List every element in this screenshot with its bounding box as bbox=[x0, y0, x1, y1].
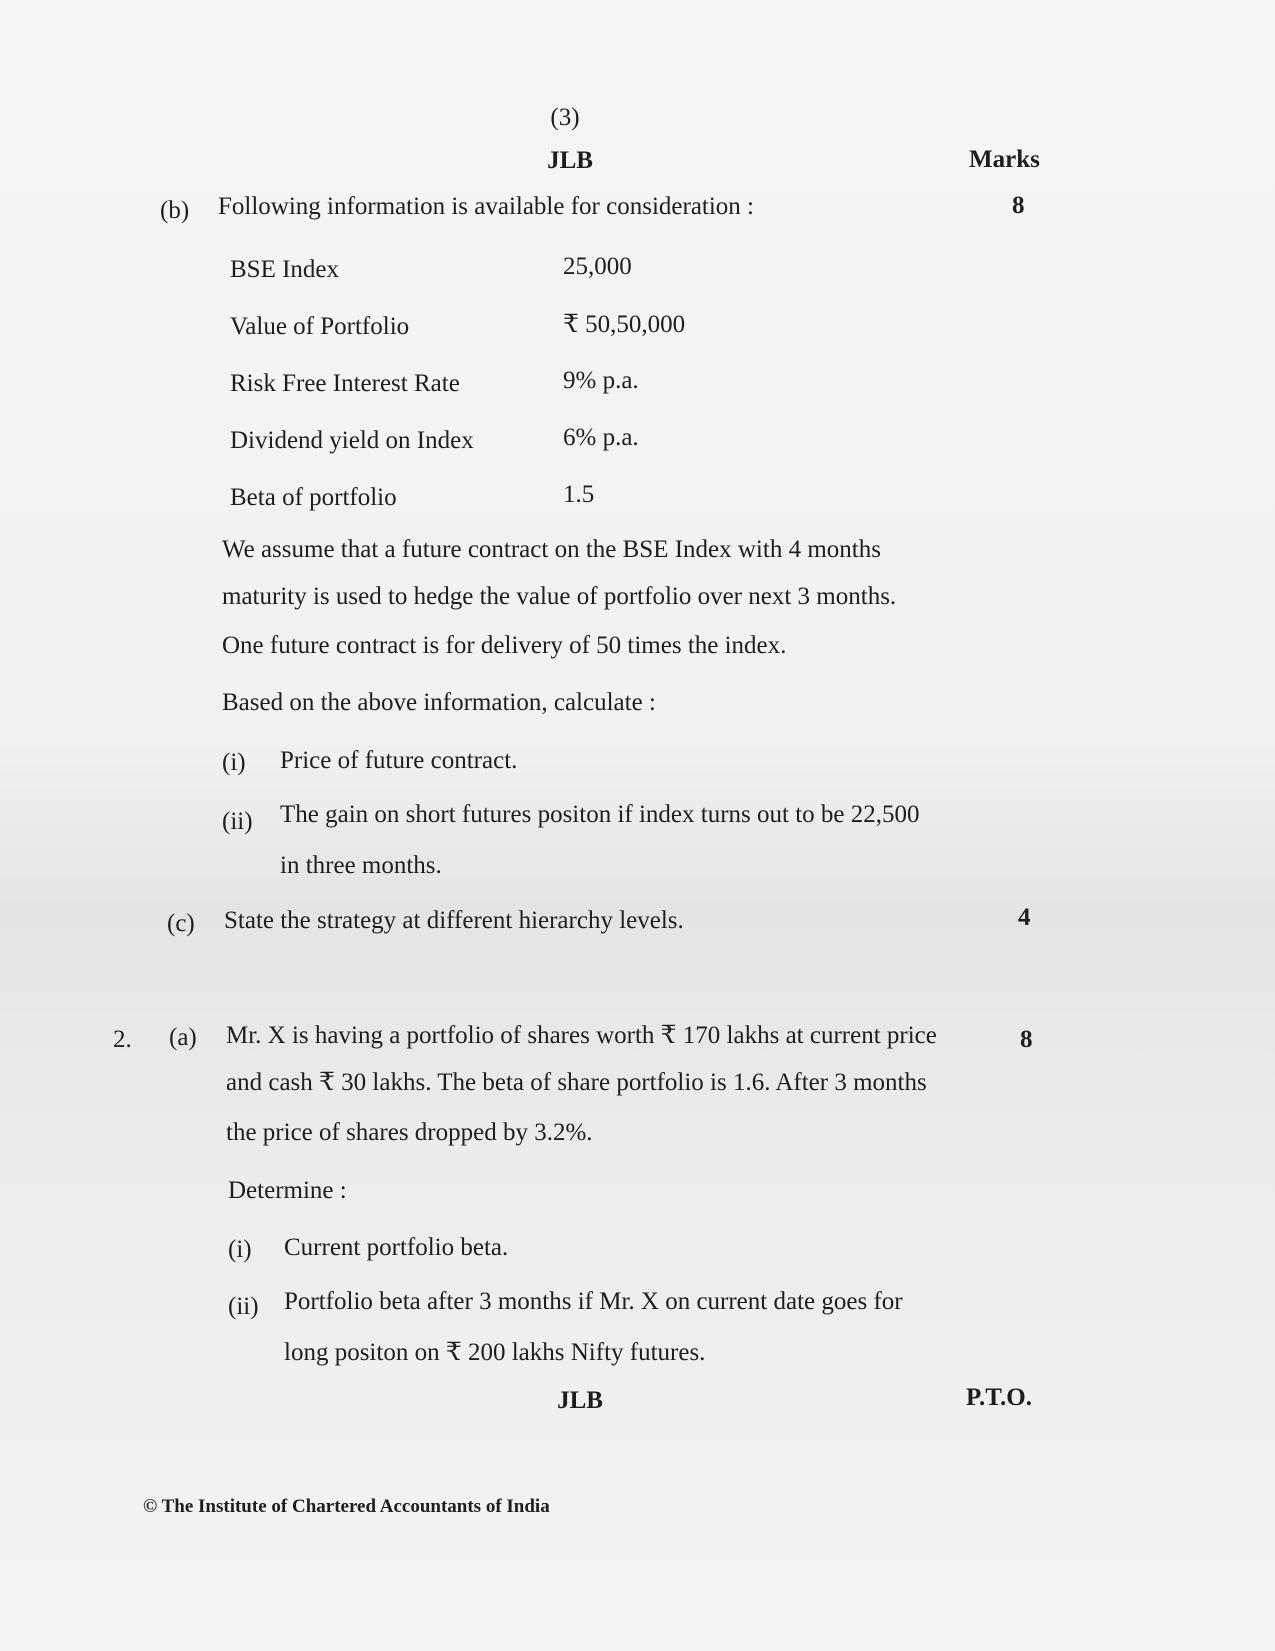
q2a-marks: 8 bbox=[1020, 1026, 1033, 1053]
paragraph-line: One future contract is for delivery of 50 times the index. bbox=[222, 632, 787, 659]
paragraph-line: Mr. X is having a portfolio of shares worth ₹ 170 lakhs at current price bbox=[226, 1022, 937, 1049]
q1c-marks: 4 bbox=[1018, 904, 1031, 931]
footer-code: JLB bbox=[557, 1387, 603, 1414]
sub-item-number: (ii) bbox=[222, 808, 253, 835]
q1b-intro: Following information is available for consideration : bbox=[218, 193, 754, 220]
q1b-label: (b) bbox=[160, 197, 190, 224]
sub-item-text: Price of future contract. bbox=[280, 747, 518, 774]
paragraph-line: and cash ₹ 30 lakhs. The beta of share portfolio is 1.6. After 3 months bbox=[226, 1069, 927, 1096]
table-value: 1.5 bbox=[563, 481, 595, 508]
table-label: Beta of portfolio bbox=[230, 484, 397, 511]
paragraph-line: We assume that a future contract on the BSE Index with 4 months bbox=[222, 536, 881, 563]
q1b-marks: 8 bbox=[1012, 192, 1025, 219]
table-label: BSE Index bbox=[230, 256, 340, 283]
q2-number: 2. bbox=[113, 1026, 132, 1053]
q1c-label: (c) bbox=[167, 910, 195, 937]
q1c-text: State the strategy at different hierarchy levels. bbox=[224, 907, 684, 934]
table-value: 25,000 bbox=[563, 253, 632, 280]
sub-item-number: (i) bbox=[222, 749, 246, 776]
table-label: Risk Free Interest Rate bbox=[230, 370, 460, 397]
page-number: (3) bbox=[550, 104, 580, 131]
sub-item-number: (i) bbox=[228, 1236, 252, 1263]
q1b-calc-intro: Based on the above information, calculate : bbox=[222, 689, 656, 716]
table-label: Dividend yield on Index bbox=[230, 427, 474, 454]
marks-heading: Marks bbox=[969, 146, 1040, 173]
paper-code: JLB bbox=[547, 147, 593, 174]
q2a-label: (a) bbox=[169, 1024, 197, 1051]
copyright-notice: © The Institute of Chartered Accountants of India bbox=[143, 1496, 550, 1517]
paragraph-line: maturity is used to hedge the value of portfolio over next 3 months. bbox=[222, 583, 897, 610]
sub-item-text: The gain on short futures positon if index turns out to be 22,500 bbox=[280, 801, 920, 828]
sub-item-text: long positon on ₹ 200 lakhs Nifty futures. bbox=[284, 1339, 706, 1366]
sub-item-text: Portfolio beta after 3 months if Mr. X on current date goes for bbox=[284, 1288, 903, 1315]
pto-label: P.T.O. bbox=[966, 1384, 1032, 1411]
table-label: Value of Portfolio bbox=[230, 313, 410, 340]
sub-item-number: (ii) bbox=[228, 1293, 259, 1320]
q2a-determine: Determine : bbox=[228, 1177, 347, 1204]
table-value: ₹ 50,50,000 bbox=[563, 311, 686, 338]
table-value: 6% p.a. bbox=[563, 424, 639, 451]
sub-item-text: in three months. bbox=[280, 852, 442, 879]
sub-item-text: Current portfolio beta. bbox=[284, 1234, 509, 1261]
table-value: 9% p.a. bbox=[563, 367, 639, 394]
paragraph-line: the price of shares dropped by 3.2%. bbox=[226, 1119, 593, 1146]
